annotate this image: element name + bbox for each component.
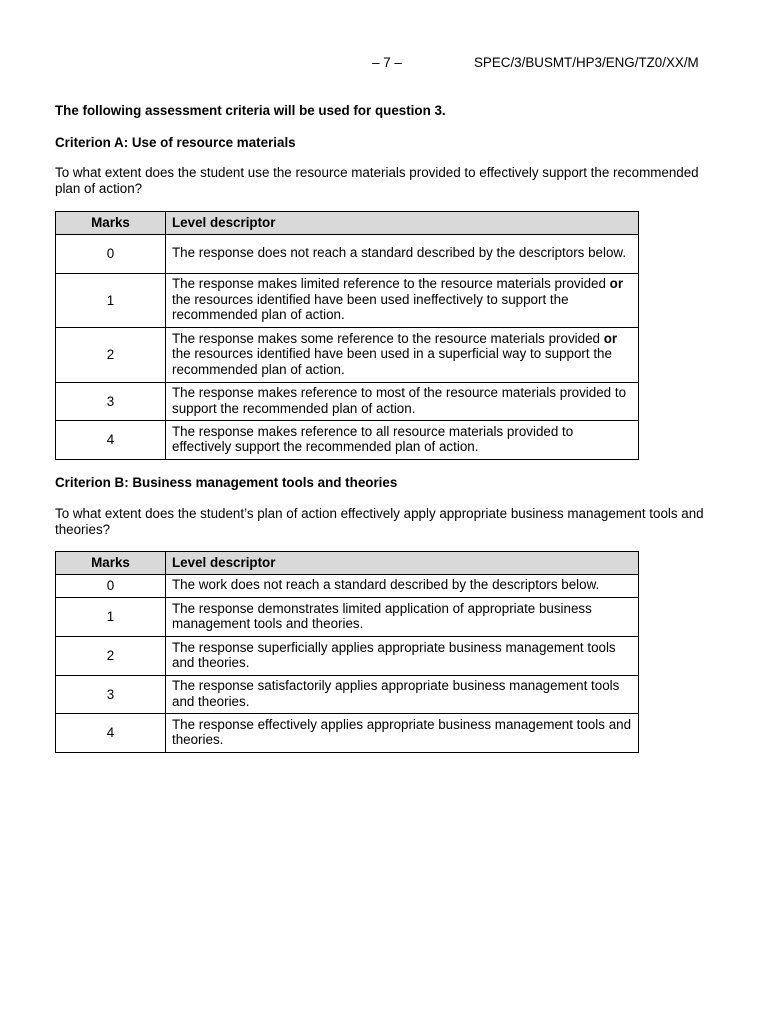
criterion-b-table	[55, 551, 639, 753]
mark-cell: 4	[56, 421, 166, 460]
mark-cell: 3	[56, 676, 166, 714]
table-row	[56, 235, 639, 274]
table-header-row	[56, 212, 639, 235]
descriptor-emphasis: or	[603, 330, 618, 346]
descriptor-column-header: Level descriptor	[166, 212, 639, 235]
table-row	[56, 676, 639, 714]
table-row	[56, 421, 639, 460]
table-row	[56, 637, 639, 676]
descriptor-cell	[166, 328, 639, 383]
criterion-b-title: Criterion B: Business management tools and theories	[55, 475, 398, 490]
descriptor-text: the resources identified have been used ineffectively to support the recommended plan of action.	[172, 291, 569, 323]
intro-heading: The following assessment criteria will be used for question 3.	[55, 103, 446, 118]
mark-cell: 1	[56, 274, 166, 328]
descriptor-text: The response makes limited reference to the resource materials provided	[172, 276, 610, 292]
descriptor-text: the resources identified have been used in a superficial way to support the recommended plan of action.	[172, 346, 612, 377]
table-row	[56, 328, 639, 383]
marks-column-header: Marks	[56, 212, 166, 235]
descriptor-cell: The response does not reach a standard described by the descriptors below.	[166, 235, 639, 274]
mark-cell: 0	[56, 575, 166, 598]
criterion-a-table	[55, 211, 639, 460]
table-header-row	[56, 552, 639, 575]
mark-cell: 2	[56, 328, 166, 383]
document-code: SPEC/3/BUSMT/HP3/ENG/TZ0/XX/M	[474, 55, 699, 70]
table-row	[56, 598, 639, 637]
mark-cell: 0	[56, 235, 166, 274]
descriptor-cell: The response superficially applies appropriate business management tools and theories.	[166, 637, 639, 676]
mark-cell: 1	[56, 598, 166, 637]
table-row	[56, 575, 639, 598]
criterion-a-question: To what extent does the student use the resource materials provided to effectively support the recommended plan of action?	[55, 165, 699, 196]
descriptor-cell: The response makes reference to all resource materials provided to effectively support the recommended plan of action.	[166, 421, 639, 460]
descriptor-cell: The work does not reach a standard described by the descriptors below.	[166, 575, 639, 598]
descriptor-cell: The response satisfactorily applies appropriate business management tools and theories.	[166, 676, 639, 714]
table-row	[56, 274, 639, 328]
mark-cell: 2	[56, 637, 166, 676]
table-row	[56, 383, 639, 421]
marks-column-header: Marks	[56, 552, 166, 575]
criterion-a-title: Criterion A: Use of resource materials	[55, 135, 296, 150]
mark-cell: 4	[56, 714, 166, 753]
descriptor-cell: The response demonstrates limited application of appropriate business management tools and theories.	[166, 598, 639, 637]
mark-cell: 3	[56, 383, 166, 421]
descriptor-cell: The response effectively applies appropriate business management tools and theories.	[166, 714, 639, 753]
descriptor-text: The response makes some reference to the resource materials provided	[172, 330, 604, 346]
criterion-b-question: To what extent does the student’s plan of action effectively apply appropriate business management tools and theories?	[55, 506, 704, 537]
descriptor-column-header: Level descriptor	[166, 552, 639, 575]
descriptor-cell	[166, 274, 639, 328]
table-row	[56, 714, 639, 753]
page-number: – 7 –	[372, 55, 402, 70]
descriptor-cell: The response makes reference to most of the resource materials provided to support the recommended plan of action.	[166, 383, 639, 421]
descriptor-emphasis: or	[609, 276, 624, 292]
